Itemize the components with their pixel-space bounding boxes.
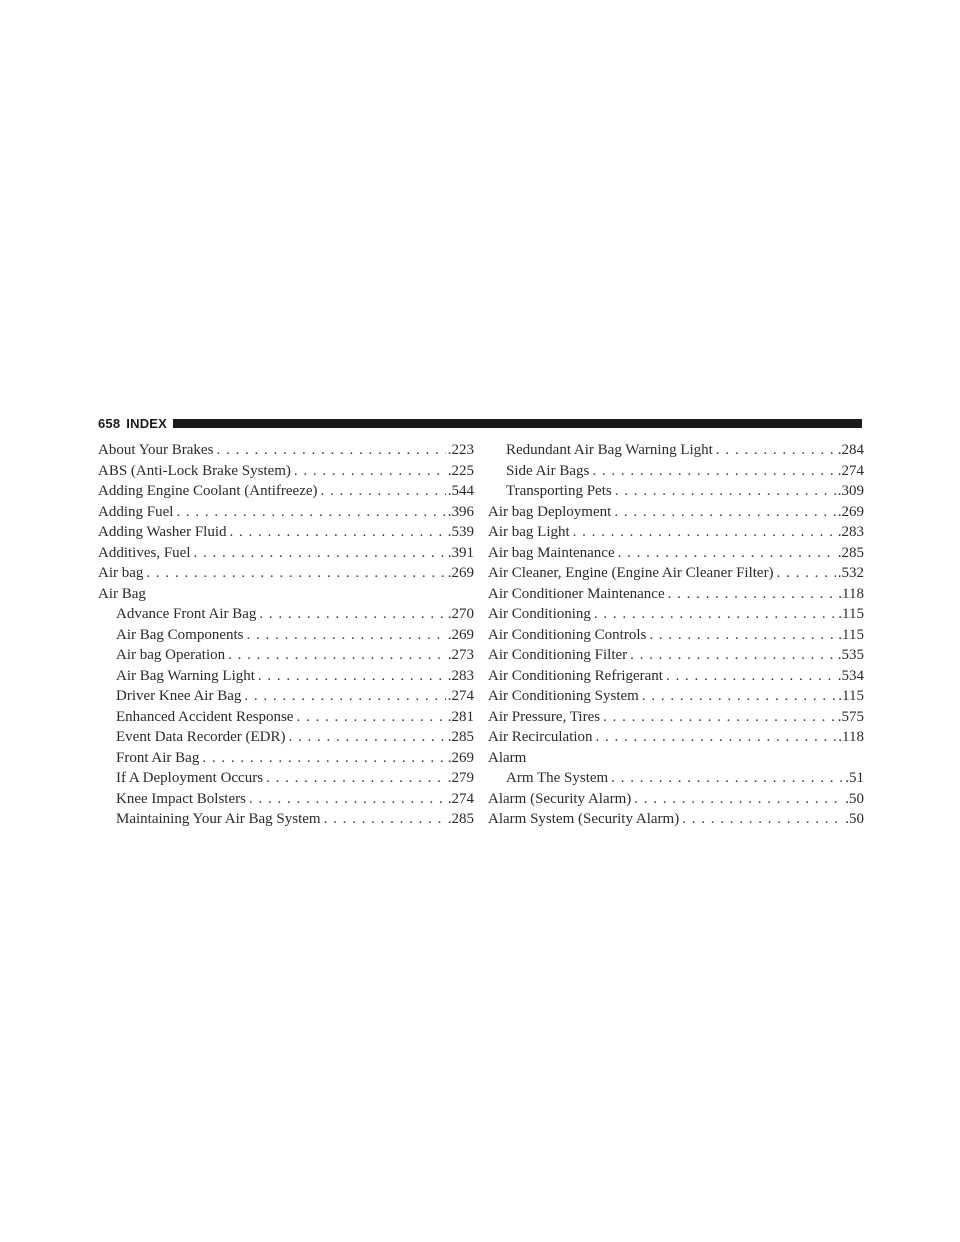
dot-leader: [266, 768, 446, 789]
entry-page-number: .51: [845, 770, 864, 786]
entry-page-number: .281: [447, 708, 474, 725]
dot-leader: [247, 625, 446, 646]
dot-leader: [666, 666, 836, 687]
entry-page-number: .118: [838, 585, 864, 602]
entry-label: Arm The System: [506, 770, 609, 786]
entry-label: Alarm (Security Alarm): [488, 790, 632, 807]
entry-page-number: .396: [447, 503, 474, 520]
dot-leader: [258, 666, 446, 687]
entry-label: Alarm: [488, 749, 527, 766]
page-header: [98, 412, 862, 434]
entry-page-number: .269: [837, 503, 864, 520]
dot-leader: [614, 502, 835, 523]
entry-page-number: .223: [447, 442, 474, 458]
entry-page-number: .283: [837, 524, 864, 540]
dot-leader: [716, 440, 836, 461]
entry-label: Adding Fuel: [98, 503, 174, 520]
index-entry: [488, 645, 864, 666]
index-entry: [488, 584, 864, 605]
entry-label: Transporting Pets: [506, 483, 612, 499]
entry-page-number: .544: [447, 483, 474, 499]
dot-leader: [146, 563, 445, 584]
entry-page-number: .309: [837, 483, 864, 499]
index-entry: [98, 543, 474, 564]
index-subentry: [98, 748, 474, 769]
index-subentry: [98, 645, 474, 666]
dot-leader: [194, 543, 446, 564]
dot-leader: [573, 522, 836, 543]
index-entry: [488, 522, 864, 543]
header-rule: [173, 419, 862, 428]
entry-page-number: .225: [447, 462, 474, 479]
entry-page-number: .285: [447, 729, 474, 745]
entry-label: Advance Front Air Bag: [116, 606, 257, 622]
index-entry: [98, 502, 474, 523]
page-number: 658: [98, 415, 121, 431]
index-entry: [488, 748, 864, 769]
entry-page-number: .283: [447, 667, 474, 684]
index-subentry: [98, 727, 474, 748]
dot-leader: [682, 809, 843, 830]
entry-page-number: .284: [837, 442, 864, 458]
index-subentry: [98, 625, 474, 646]
index-subentry: [98, 768, 474, 789]
index-entry: [488, 686, 864, 707]
entry-label: Air Pressure, Tires: [488, 708, 601, 725]
index-column-left: [98, 440, 474, 830]
index-subentry: [98, 707, 474, 728]
dot-leader: [324, 809, 446, 830]
entry-page-number: .274: [837, 462, 864, 479]
entry-page-number: .273: [447, 647, 474, 663]
entry-label: Air Conditioning: [488, 606, 591, 622]
index-subentry: [98, 666, 474, 687]
entry-page-number: .269: [447, 565, 474, 581]
entry-label: Air Conditioner Maintenance: [488, 585, 665, 602]
index-entry: [98, 522, 474, 543]
entry-page-number: .575: [837, 708, 864, 725]
dot-leader: [634, 789, 843, 810]
entry-page-number: .285: [447, 811, 474, 827]
index-entry: [98, 461, 474, 482]
dot-leader: [296, 707, 445, 728]
entry-label: If A Deployment Occurs: [116, 770, 264, 786]
entry-page-number: .50: [845, 811, 864, 827]
entry-page-number: .269: [447, 749, 474, 766]
entry-label: Air bag Deployment: [488, 503, 612, 520]
index-subentry: [488, 481, 864, 502]
index-entry: [488, 727, 864, 748]
section-title: INDEX: [126, 415, 168, 431]
entry-label: Air Recirculation: [488, 729, 593, 745]
entry-page-number: .115: [838, 606, 864, 622]
dot-leader: [244, 686, 445, 707]
index-entry: [488, 809, 864, 830]
dot-leader: [216, 440, 445, 461]
entry-label: Air Conditioning System: [488, 688, 639, 704]
dot-leader: [202, 748, 445, 769]
entry-label: Adding Engine Coolant (Antifreeze): [98, 483, 318, 499]
index-subentry: [98, 789, 474, 810]
dot-leader: [294, 461, 446, 482]
index-entry: [488, 563, 864, 584]
entry-page-number: .274: [447, 688, 474, 704]
entry-label: Air bag Operation: [116, 647, 226, 663]
index-subentry: [488, 440, 864, 461]
entry-label: About Your Brakes: [98, 442, 214, 458]
dot-leader: [603, 707, 836, 728]
index-subentry: [488, 768, 864, 789]
entry-page-number: .269: [447, 626, 474, 643]
entry-label: Air bag: [98, 565, 144, 581]
entry-page-number: .534: [837, 667, 864, 684]
dot-leader: [321, 481, 446, 502]
index-entry: [488, 502, 864, 523]
dot-leader: [611, 768, 843, 789]
dot-leader: [289, 727, 446, 748]
dot-leader: [592, 461, 835, 482]
entry-label: Side Air Bags: [506, 462, 590, 479]
entry-label: Maintaining Your Air Bag System: [116, 811, 321, 827]
entry-label: Air Bag Warning Light: [116, 667, 255, 684]
dot-leader: [176, 502, 445, 523]
index-entry: [488, 789, 864, 810]
entry-page-number: .118: [838, 729, 864, 745]
dot-leader: [230, 522, 446, 543]
dot-leader: [594, 604, 836, 625]
dot-leader: [615, 481, 836, 502]
index-entry: [488, 543, 864, 564]
index-subentry: [488, 461, 864, 482]
entry-page-number: .115: [838, 626, 864, 643]
index-entry: [488, 707, 864, 728]
entry-page-number: .274: [447, 790, 474, 807]
index-subentry: [98, 809, 474, 830]
index-entry: [98, 584, 474, 605]
entry-label: Knee Impact Bolsters: [116, 790, 246, 807]
dot-leader: [630, 645, 836, 666]
entry-page-number: .115: [838, 688, 864, 704]
index-column-right: [488, 440, 864, 830]
entry-label: Redundant Air Bag Warning Light: [506, 442, 713, 458]
entry-label: Front Air Bag: [116, 749, 200, 766]
dot-leader: [777, 563, 836, 584]
dot-leader: [618, 543, 836, 564]
entry-label: ABS (Anti-Lock Brake System): [98, 462, 291, 479]
dot-leader: [228, 645, 446, 666]
entry-label: Air Cleaner, Engine (Engine Air Cleaner Filter): [488, 565, 774, 581]
entry-label: Air bag Maintenance: [488, 544, 615, 561]
entry-label: Air Bag: [98, 585, 146, 602]
dot-leader: [649, 625, 836, 646]
entry-page-number: .270: [447, 606, 474, 622]
entry-page-number: .539: [447, 524, 474, 540]
entry-label: Air Conditioning Filter: [488, 647, 628, 663]
index-entry: [488, 604, 864, 625]
dot-leader: [596, 727, 837, 748]
dot-leader: [668, 584, 837, 605]
entry-page-number: .532: [837, 565, 864, 581]
index-entry: [98, 440, 474, 461]
dot-leader: [259, 604, 445, 625]
entry-label: Air Conditioning Refrigerant: [488, 667, 663, 684]
entry-page-number: .391: [447, 544, 474, 561]
entry-label: Enhanced Accident Response: [116, 708, 294, 725]
entry-label: Air Bag Components: [116, 626, 244, 643]
index-entry: [488, 666, 864, 687]
index-entry: [98, 563, 474, 584]
index-subentry: [98, 604, 474, 625]
entry-page-number: .50: [845, 790, 864, 807]
entry-label: Alarm System (Security Alarm): [488, 811, 680, 827]
entry-label: Adding Washer Fluid: [98, 524, 227, 540]
index-subentry: [98, 686, 474, 707]
dot-leader: [642, 686, 836, 707]
index-entry: [98, 481, 474, 502]
entry-label: Air Conditioning Controls: [488, 626, 647, 643]
entry-page-number: .535: [837, 647, 864, 663]
entry-label: Event Data Recorder (EDR): [116, 729, 286, 745]
dot-leader: [249, 789, 446, 810]
entry-label: Driver Knee Air Bag: [116, 688, 242, 704]
entry-page-number: .279: [447, 770, 474, 786]
entry-label: Air bag Light: [488, 524, 570, 540]
entry-page-number: .285: [837, 544, 864, 561]
index-entry: [488, 625, 864, 646]
entry-label: Additives, Fuel: [98, 544, 191, 561]
